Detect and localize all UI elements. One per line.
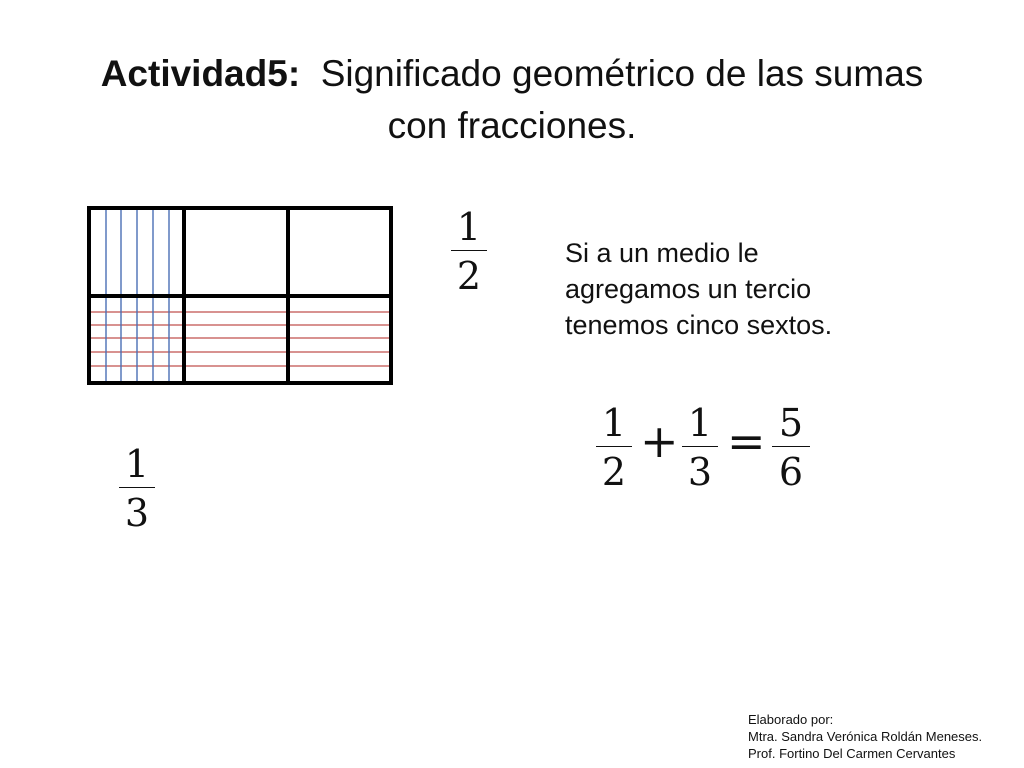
explanation-text: [565, 235, 925, 343]
slide-title-line-1: [0, 48, 1024, 100]
half-fraction-label: [449, 207, 489, 296]
explanation-line-2: agregamos un tercio: [565, 274, 812, 304]
third-fraction-label: [117, 444, 157, 533]
credits-author-2: Prof. Fortino Del Carmen Cervantes: [748, 746, 956, 761]
fraction-bar: [451, 250, 487, 251]
fraction-numerator: 5: [778, 401, 804, 445]
fraction-denominator: 3: [687, 450, 713, 494]
fraction-denominator: 2: [601, 450, 627, 494]
fraction-denominator: 2: [456, 254, 482, 298]
grid-lines: [89, 208, 391, 383]
third-hatch-lines: [106, 209, 169, 382]
fraction-numerator: 1: [601, 401, 627, 445]
explanation-line-1: Si a un medio le: [565, 238, 759, 268]
equation-result: [770, 403, 812, 492]
credits-author-1: Mtra. Sandra Verónica Roldán Meneses.: [748, 729, 983, 744]
credits: [748, 711, 982, 762]
equation-term-1: [594, 403, 634, 492]
slide-title: [0, 48, 1024, 152]
title-text: Significado geométrico de las sumas: [300, 53, 924, 94]
slide-title-line-2: con fracciones.: [387, 105, 637, 146]
fraction-bar: [596, 446, 632, 447]
fraction-bar: [682, 446, 718, 447]
fraction-bar: [772, 446, 810, 447]
fraction-numerator: 1: [124, 442, 150, 486]
equals-sign: =: [727, 414, 766, 468]
fraction-denominator: 3: [124, 491, 150, 535]
fraction-denominator: 6: [778, 450, 804, 494]
half-hatch-lines: [89, 312, 391, 366]
plus-sign: +: [640, 414, 679, 468]
fraction-numerator: 1: [456, 205, 482, 249]
explanation-line-3: tenemos cinco sextos.: [565, 310, 833, 340]
activity-label: Actividad5:: [100, 53, 301, 94]
credits-heading: Elaborado por:: [748, 712, 834, 727]
fraction-bar: [119, 487, 155, 488]
equation-term-2: [680, 403, 720, 492]
grid-outline: [89, 208, 391, 383]
fraction-numerator: 1: [687, 401, 713, 445]
